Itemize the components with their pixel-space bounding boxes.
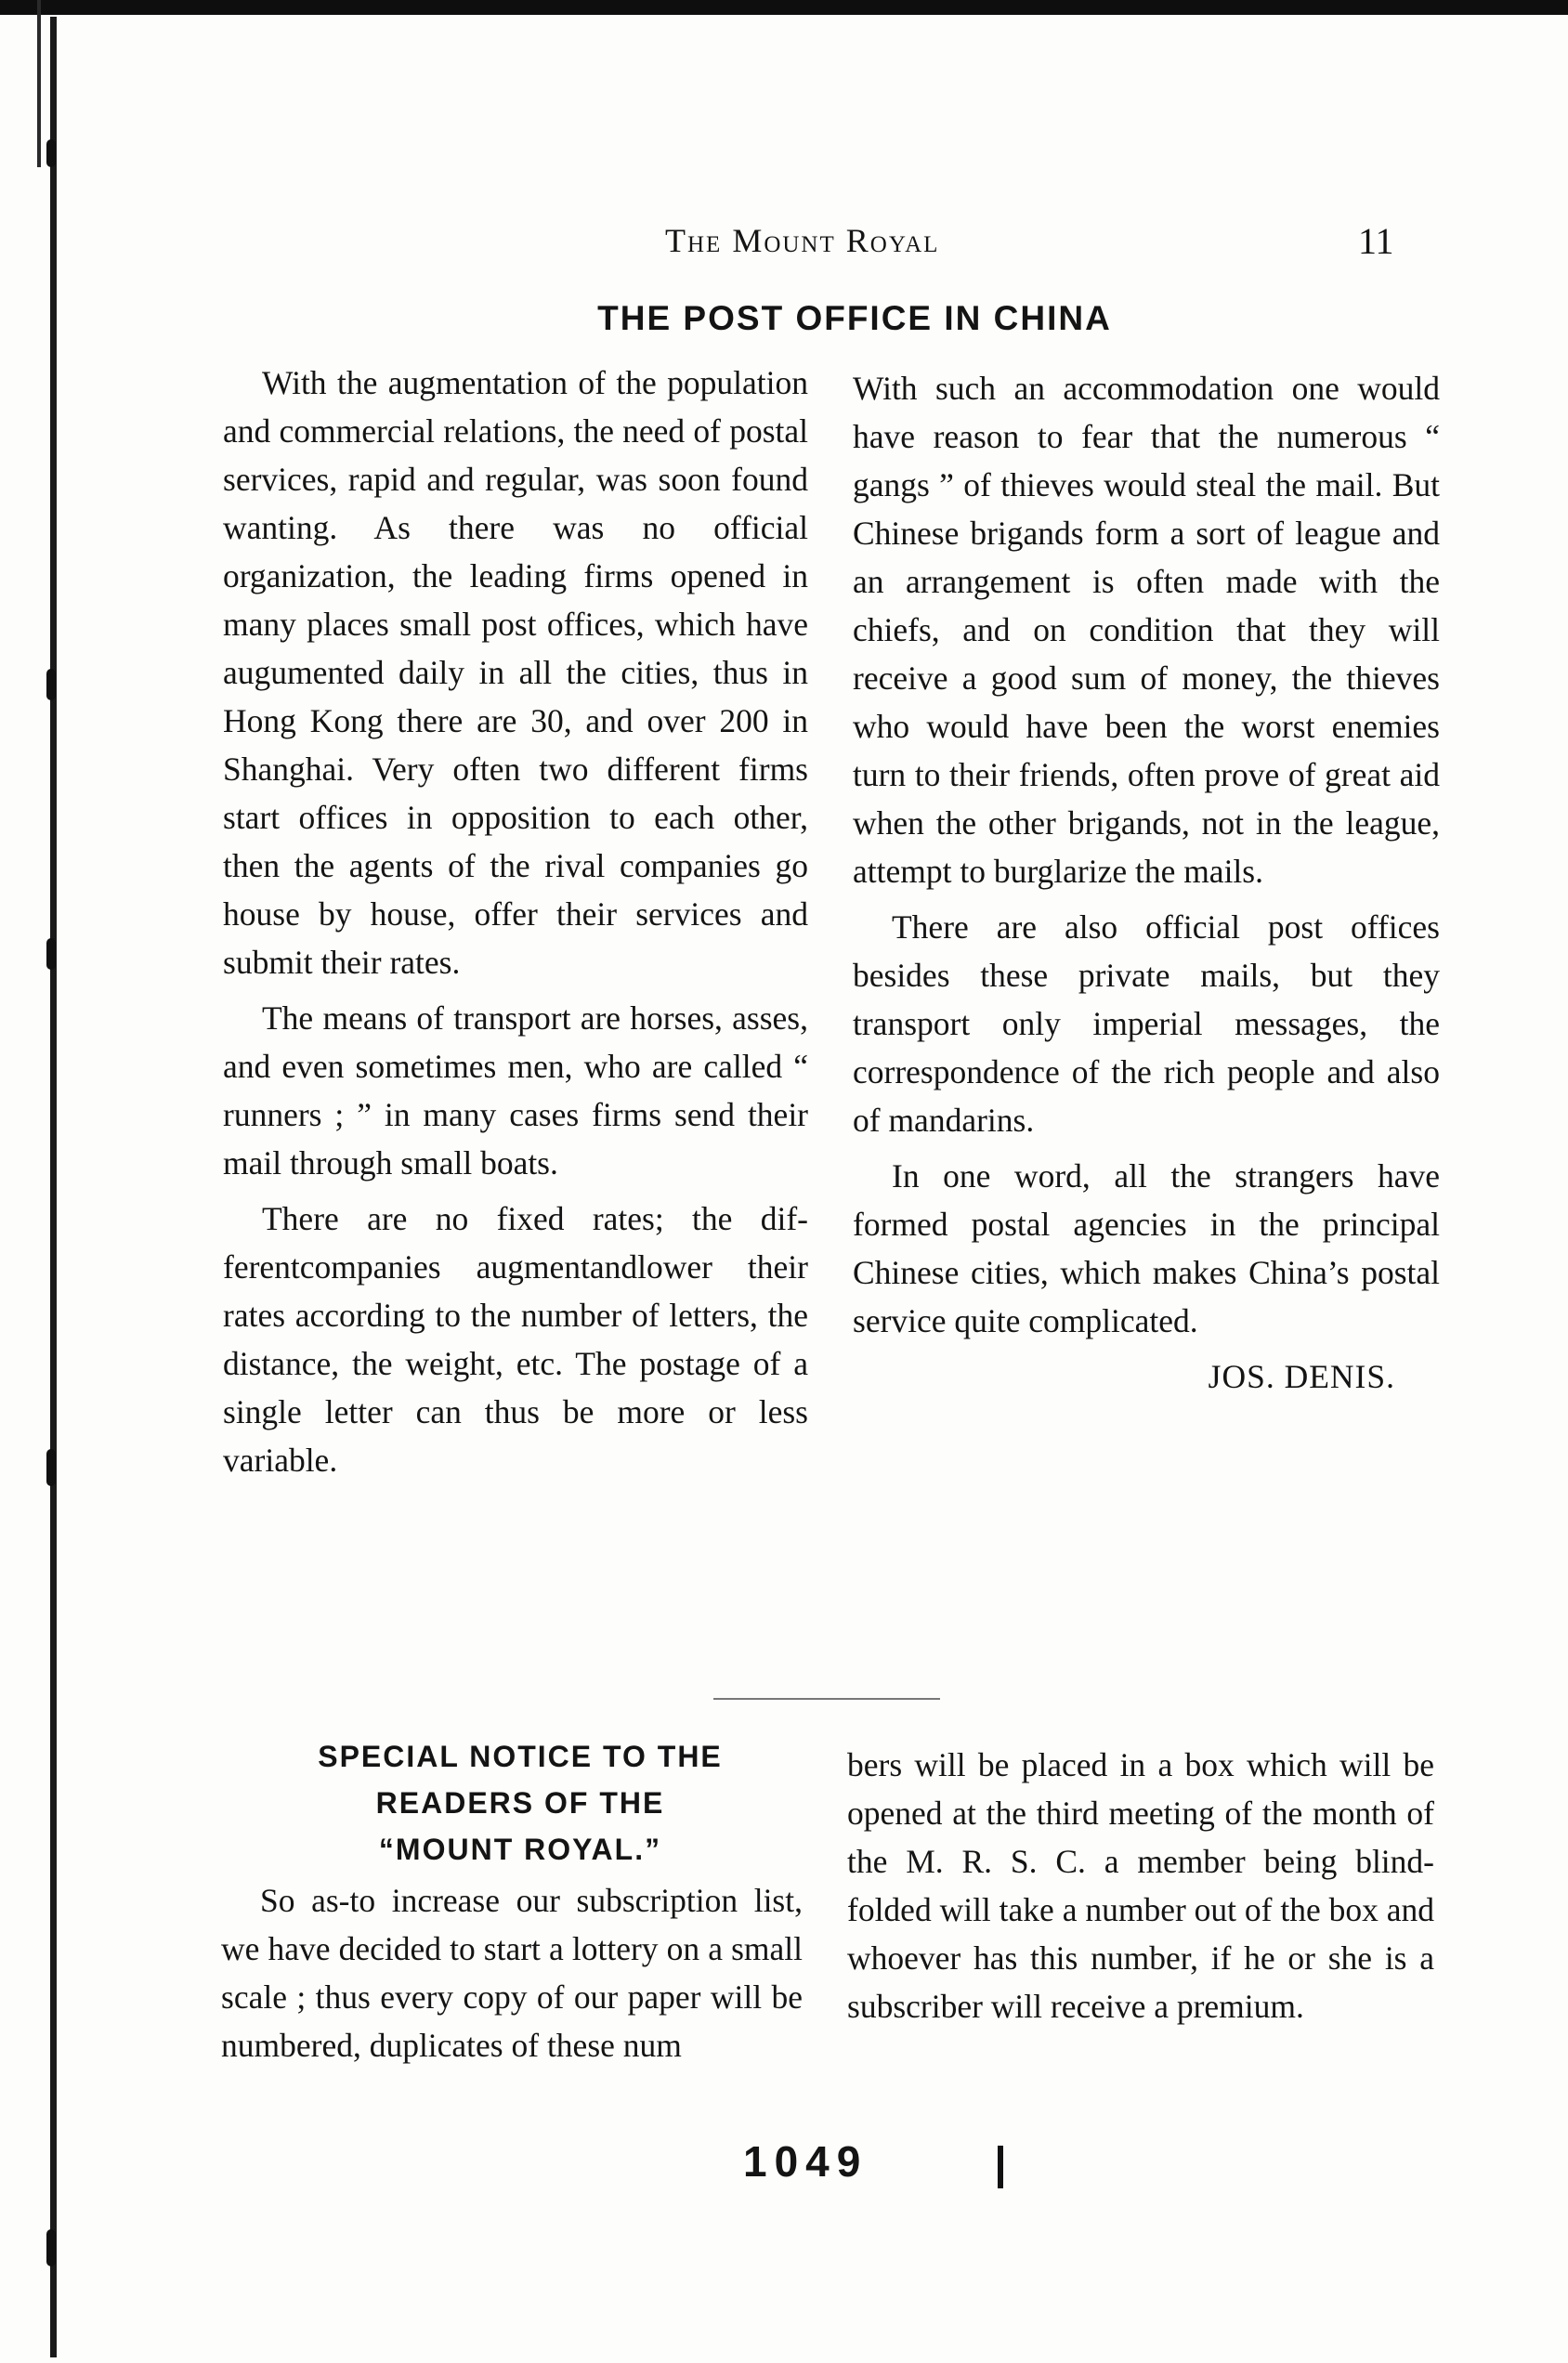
notice-heading-line: READERS OF THE [375, 1786, 665, 1820]
page-top-edge [0, 0, 1568, 15]
binding-mark [46, 139, 56, 167]
paragraph: There are no fixed rates; the differentcompanies augmentandlower their rates according to the number of letters, the distance, the weight, etc. The postage of a single letter can thus be more or less variable. [223, 1200, 808, 1479]
running-head: The Mount Royal [665, 222, 940, 259]
author-signature: JOS. DENIS. [1208, 1358, 1395, 1395]
binding-mark [46, 669, 56, 700]
paragraph: With such an accommodation one would have reason to fear that the numerous “ gangs ” of thieves would steal the mail. But Chinese brigands form a sort of league and an arrangement is often made with the chiefs, and on condition that they will receive a good sum of money, the thieves who would have been the worst enemies turn to their friends, often prove of great aid when the other brigands, not in the league, attempt to burglarize the mails. [853, 370, 1440, 890]
binding-edge-shadow [37, 0, 41, 167]
article-title: THE POST OFFICE IN CHINA [597, 299, 1112, 337]
article-column-left [223, 359, 808, 1492]
notice-column-right [847, 1741, 1434, 2038]
binding-edge [50, 17, 57, 2357]
section-divider [713, 1698, 940, 1700]
paragraph: In one word, all the strangers have formed postal agencies in the principal Chinese cities, which makes China’s postal service quite complicated. [853, 1157, 1440, 1339]
notice-heading-line: SPECIAL NOTICE TO THE [318, 1740, 723, 1773]
paragraph: The means of transport are horses, asses, and even sometimes men, who are called “ runners ; ” in many cases firms send their mail through small boats. [223, 999, 808, 1182]
notice-column-left [221, 1876, 803, 2077]
footer-mark [998, 2146, 1003, 2188]
page-number: 11 [1358, 220, 1394, 262]
binding-mark [46, 2229, 56, 2266]
paragraph: With the augmentation of the population and commercial relations, the need of postal services, rapid and regular, was soon found wanting. As there was no official organization, the leading firms opened in many places small post offices, which have augumented daily in all the cities, thus in Hong Kong there are 30, and over 200 in Shanghai. Very often two different firms start offices in opposition to each other, then the agents of the rival companies go house by house, offer their services and submit their rates. [223, 364, 808, 981]
notice-heading-line: “MOUNT ROYAL.” [378, 1833, 662, 1866]
article-column-right [853, 364, 1440, 1401]
binding-mark [46, 1449, 56, 1486]
binding-mark [46, 938, 56, 970]
paragraph: So as-to increase our subscription list, we have decided to start a lottery on a small scale ; thus every copy of our paper will be numbered, duplicates of these num [221, 1882, 803, 2064]
notice-heading [242, 1733, 799, 1873]
paragraph: bers will be placed in a box which will be opened at the third meeting of the month of the M. R. S. C. a member being blind-folded will take a number out of the box and whoever has this number, if he or she is a subscriber will receive a premium. [847, 1746, 1434, 2025]
footer-number: 1049 [743, 2137, 869, 2186]
paragraph: There are also official post offices besides these private mails, but they transport only imperial messages, the correspondence of the rich people and also of mandarins. [853, 908, 1440, 1139]
